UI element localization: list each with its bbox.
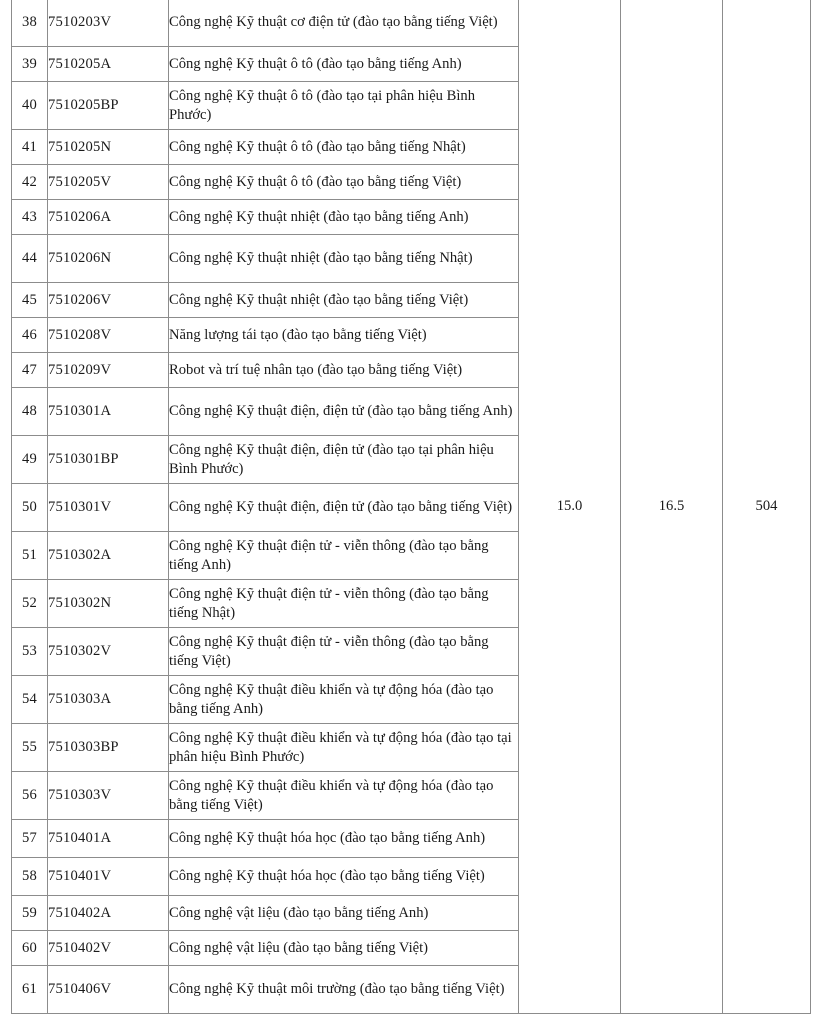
program-name-cell: Công nghệ Kỹ thuật điện, điện tử (đào tạo tại phân hiệu Bình Phước) (169, 436, 519, 484)
row-index-cell: 61 (12, 966, 48, 1014)
program-code-cell: 7510203V (48, 0, 169, 47)
row-index-cell: 46 (12, 318, 48, 353)
program-name-cell: Công nghệ Kỹ thuật điện, điện tử (đào tạo bằng tiếng Việt) (169, 484, 519, 532)
program-name-cell: Công nghệ Kỹ thuật ô tô (đào tạo bằng tiếng Việt) (169, 165, 519, 200)
program-code-cell: 7510301A (48, 388, 169, 436)
table-body (12, 0, 811, 1014)
program-code-cell: 7510402A (48, 896, 169, 931)
row-index-cell: 38 (12, 0, 48, 47)
program-code-cell: 7510303V (48, 772, 169, 820)
program-name-cell: Công nghệ Kỹ thuật nhiệt (đào tạo bằng tiếng Việt) (169, 283, 519, 318)
program-code-cell: 7510301V (48, 484, 169, 532)
program-name-cell: Công nghệ vật liệu (đào tạo bằng tiếng Anh) (169, 896, 519, 931)
program-name-cell: Công nghệ Kỹ thuật điện tử - viễn thông (đào tạo bằng tiếng Việt) (169, 628, 519, 676)
row-index-cell: 55 (12, 724, 48, 772)
program-name-cell: Công nghệ Kỹ thuật hóa học (đào tạo bằng tiếng Anh) (169, 820, 519, 858)
program-code-cell: 7510206V (48, 283, 169, 318)
program-name-cell: Công nghệ Kỹ thuật hóa học (đào tạo bằng tiếng Việt) (169, 858, 519, 896)
program-code-cell: 7510301BP (48, 436, 169, 484)
row-index-cell: 39 (12, 47, 48, 82)
program-code-cell: 7510401V (48, 858, 169, 896)
program-code-cell: 7510303BP (48, 724, 169, 772)
program-name-cell: Công nghệ Kỹ thuật điều khiển và tự động hóa (đào tạo bằng tiếng Anh) (169, 676, 519, 724)
program-code-cell: 7510205N (48, 130, 169, 165)
row-index-cell: 49 (12, 436, 48, 484)
row-index-cell: 40 (12, 82, 48, 130)
row-index-cell: 52 (12, 580, 48, 628)
row-index-cell: 42 (12, 165, 48, 200)
row-index-cell: 60 (12, 931, 48, 966)
program-name-cell: Công nghệ Kỹ thuật nhiệt (đào tạo bằng tiếng Anh) (169, 200, 519, 235)
score-1-merged-cell: 15.0 (519, 0, 621, 1014)
row-index-cell: 53 (12, 628, 48, 676)
row-index-cell: 54 (12, 676, 48, 724)
row-index-cell: 43 (12, 200, 48, 235)
program-code-cell: 7510401A (48, 820, 169, 858)
row-index-cell: 58 (12, 858, 48, 896)
row-index-cell: 47 (12, 353, 48, 388)
program-code-cell: 7510206N (48, 235, 169, 283)
quota-merged-cell: 504 (723, 0, 811, 1014)
program-name-cell: Công nghệ Kỹ thuật điện tử - viễn thông (đào tạo bằng tiếng Nhật) (169, 580, 519, 628)
row-index-cell: 44 (12, 235, 48, 283)
row-index-cell: 57 (12, 820, 48, 858)
program-name-cell: Công nghệ Kỹ thuật điện, điện tử (đào tạo bằng tiếng Anh) (169, 388, 519, 436)
program-code-cell: 7510302A (48, 532, 169, 580)
admission-program-table (11, 0, 811, 1014)
program-name-cell: Công nghệ Kỹ thuật điều khiển và tự động hóa (đào tạo bằng tiếng Việt) (169, 772, 519, 820)
program-code-cell: 7510406V (48, 966, 169, 1014)
row-index-cell: 41 (12, 130, 48, 165)
program-code-cell: 7510208V (48, 318, 169, 353)
table-row (12, 0, 811, 47)
program-code-cell: 7510209V (48, 353, 169, 388)
program-name-cell: Robot và trí tuệ nhân tạo (đào tạo bằng tiếng Việt) (169, 353, 519, 388)
program-code-cell: 7510302V (48, 628, 169, 676)
program-name-cell: Công nghệ Kỹ thuật điều khiển và tự động hóa (đào tạo tại phân hiệu Bình Phước) (169, 724, 519, 772)
program-code-cell: 7510205V (48, 165, 169, 200)
score-2-merged-cell: 16.5 (621, 0, 723, 1014)
program-name-cell: Công nghệ Kỹ thuật môi trường (đào tạo bằng tiếng Việt) (169, 966, 519, 1014)
row-index-cell: 56 (12, 772, 48, 820)
program-code-cell: 7510402V (48, 931, 169, 966)
program-name-cell: Công nghệ Kỹ thuật ô tô (đào tạo tại phân hiệu Bình Phước) (169, 82, 519, 130)
row-index-cell: 48 (12, 388, 48, 436)
program-code-cell: 7510205BP (48, 82, 169, 130)
row-index-cell: 51 (12, 532, 48, 580)
program-code-cell: 7510205A (48, 47, 169, 82)
program-name-cell: Công nghệ Kỹ thuật điện tử - viễn thông (đào tạo bằng tiếng Anh) (169, 532, 519, 580)
row-index-cell: 45 (12, 283, 48, 318)
program-name-cell: Công nghệ Kỹ thuật ô tô (đào tạo bằng tiếng Anh) (169, 47, 519, 82)
row-index-cell: 50 (12, 484, 48, 532)
program-name-cell: Năng lượng tái tạo (đào tạo bằng tiếng Việt) (169, 318, 519, 353)
program-name-cell: Công nghệ Kỹ thuật ô tô (đào tạo bằng tiếng Nhật) (169, 130, 519, 165)
program-code-cell: 7510206A (48, 200, 169, 235)
program-name-cell: Công nghệ Kỹ thuật nhiệt (đào tạo bằng tiếng Nhật) (169, 235, 519, 283)
program-code-cell: 7510303A (48, 676, 169, 724)
program-name-cell: Công nghệ vật liệu (đào tạo bằng tiếng Việt) (169, 931, 519, 966)
program-code-cell: 7510302N (48, 580, 169, 628)
program-name-cell: Công nghệ Kỹ thuật cơ điện tử (đào tạo bằng tiếng Việt) (169, 0, 519, 47)
row-index-cell: 59 (12, 896, 48, 931)
